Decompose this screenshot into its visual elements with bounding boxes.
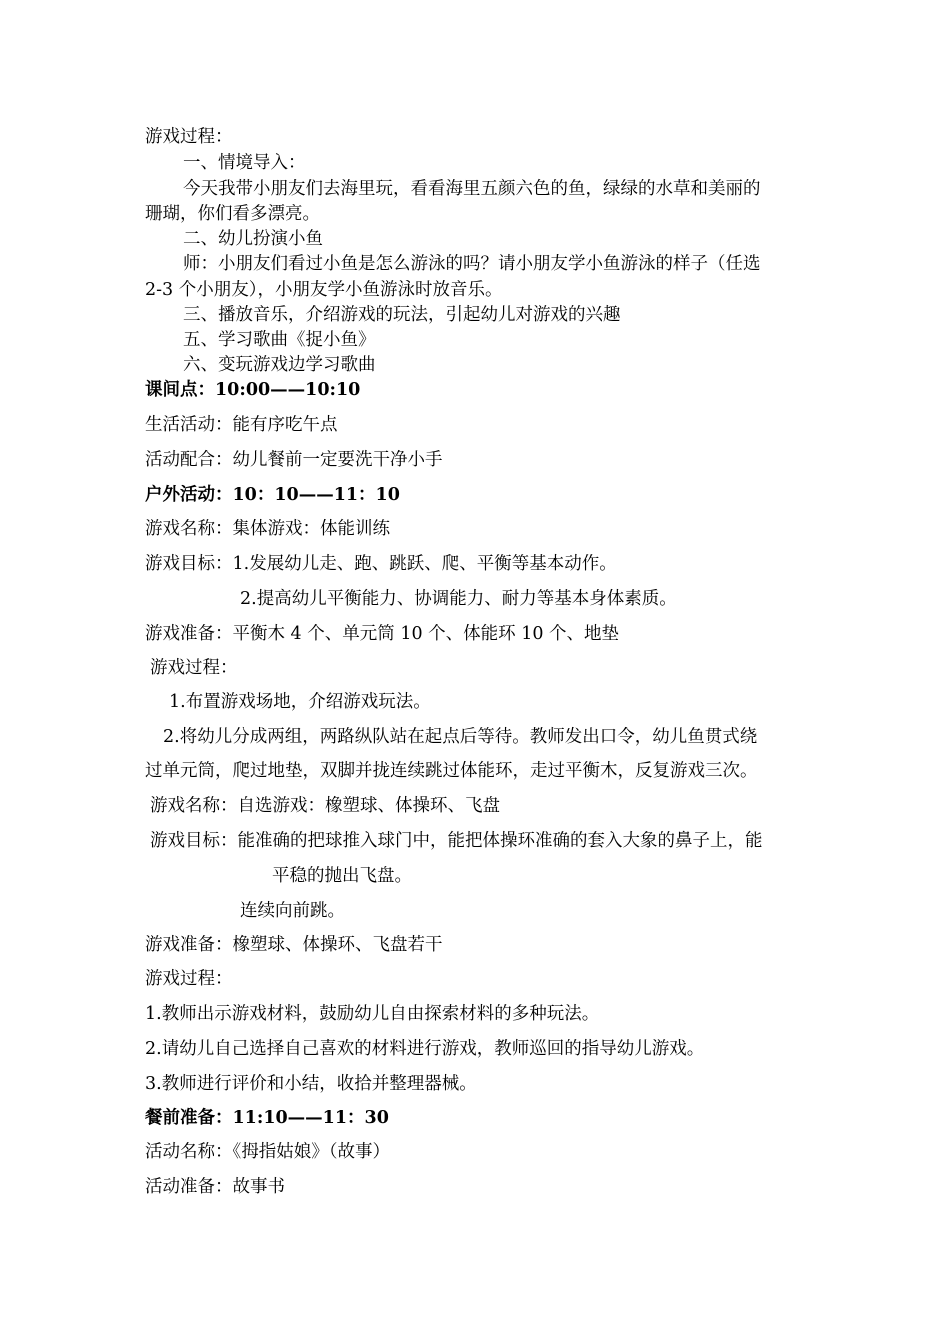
paragraph: 活动配合：幼儿餐前一定要洗干净小手 [145, 450, 443, 470]
paragraph: 游戏过程： [145, 127, 233, 147]
section-heading: 一、情境导入： [183, 153, 306, 173]
paragraph: 今天我带小朋友们去海里玩，看看海里五颜六色的鱼，绿绿的水草和美丽的 [183, 179, 761, 199]
section-heading: 六、变玩游戏边学习歌曲 [183, 355, 376, 375]
paragraph: 连续向前跳。 [240, 901, 345, 921]
paragraph: 游戏名称：自选游戏：橡塑球、体操环、飞盘 [150, 796, 500, 816]
paragraph: 2-3 个小朋友），小朋友学小鱼游泳时放音乐。 [145, 280, 503, 300]
paragraph: 游戏过程： [145, 969, 233, 989]
paragraph: 活动准备：故事书 [145, 1177, 285, 1197]
paragraph: 师：小朋友们看过小鱼是怎么游泳的吗？请小朋友学小鱼游泳的样子（任选 [183, 254, 761, 274]
paragraph: 游戏准备：橡塑球、体操环、飞盘若干 [145, 935, 443, 955]
paragraph: 生活活动：能有序吃午点 [145, 415, 338, 435]
list-item: 1.教师出示游戏材料，鼓励幼儿自由探索材料的多种玩法。 [145, 1004, 600, 1024]
list-item: 3.教师进行评价和小结，收拾并整理器械。 [145, 1074, 477, 1094]
schedule-heading: 餐前准备：11:10——11：30 [145, 1108, 389, 1128]
paragraph: 平稳的抛出飞盘。 [272, 866, 412, 886]
paragraph: 游戏目标：1.发展幼儿走、跑、跳跃、爬、平衡等基本动作。 [145, 554, 617, 574]
section-heading: 二、幼儿扮演小鱼 [183, 229, 323, 249]
schedule-heading: 户外活动：10：10——11：10 [145, 485, 400, 505]
list-item: 1.布置游戏场地，介绍游戏玩法。 [169, 692, 431, 712]
paragraph: 活动名称：《拇指姑娘》（故事） [145, 1142, 390, 1162]
list-item: 2.请幼儿自己选择自己喜欢的材料进行游戏，教师巡回的指导幼儿游戏。 [145, 1039, 705, 1059]
paragraph: 游戏名称：集体游戏：体能训练 [145, 519, 390, 539]
section-heading: 三、播放音乐，介绍游戏的玩法，引起幼儿对游戏的兴趣 [183, 305, 621, 325]
list-item: 2.将幼儿分成两组，两路纵队站在起点后等待。教师发出口令，幼儿鱼贯式绕 [163, 727, 758, 747]
paragraph: 过单元筒，爬过地垫，双脚并拢连续跳过体能环，走过平衡木，反复游戏三次。 [145, 761, 758, 781]
paragraph: 2.提高幼儿平衡能力、协调能力、耐力等基本身体素质。 [240, 589, 677, 609]
paragraph: 珊瑚，你们看多漂亮。 [145, 204, 320, 224]
section-heading: 五、学习歌曲《捉小鱼》 [183, 330, 376, 350]
paragraph: 游戏准备：平衡木 4 个、单元筒 10 个、体能环 10 个、地垫 [145, 624, 620, 644]
paragraph: 游戏过程： [150, 658, 238, 678]
paragraph: 游戏目标：能准确的把球推入球门中，能把体操环准确的套入大象的鼻子上，能 [150, 831, 763, 851]
schedule-heading: 课间点：10:00——10:10 [145, 380, 361, 400]
